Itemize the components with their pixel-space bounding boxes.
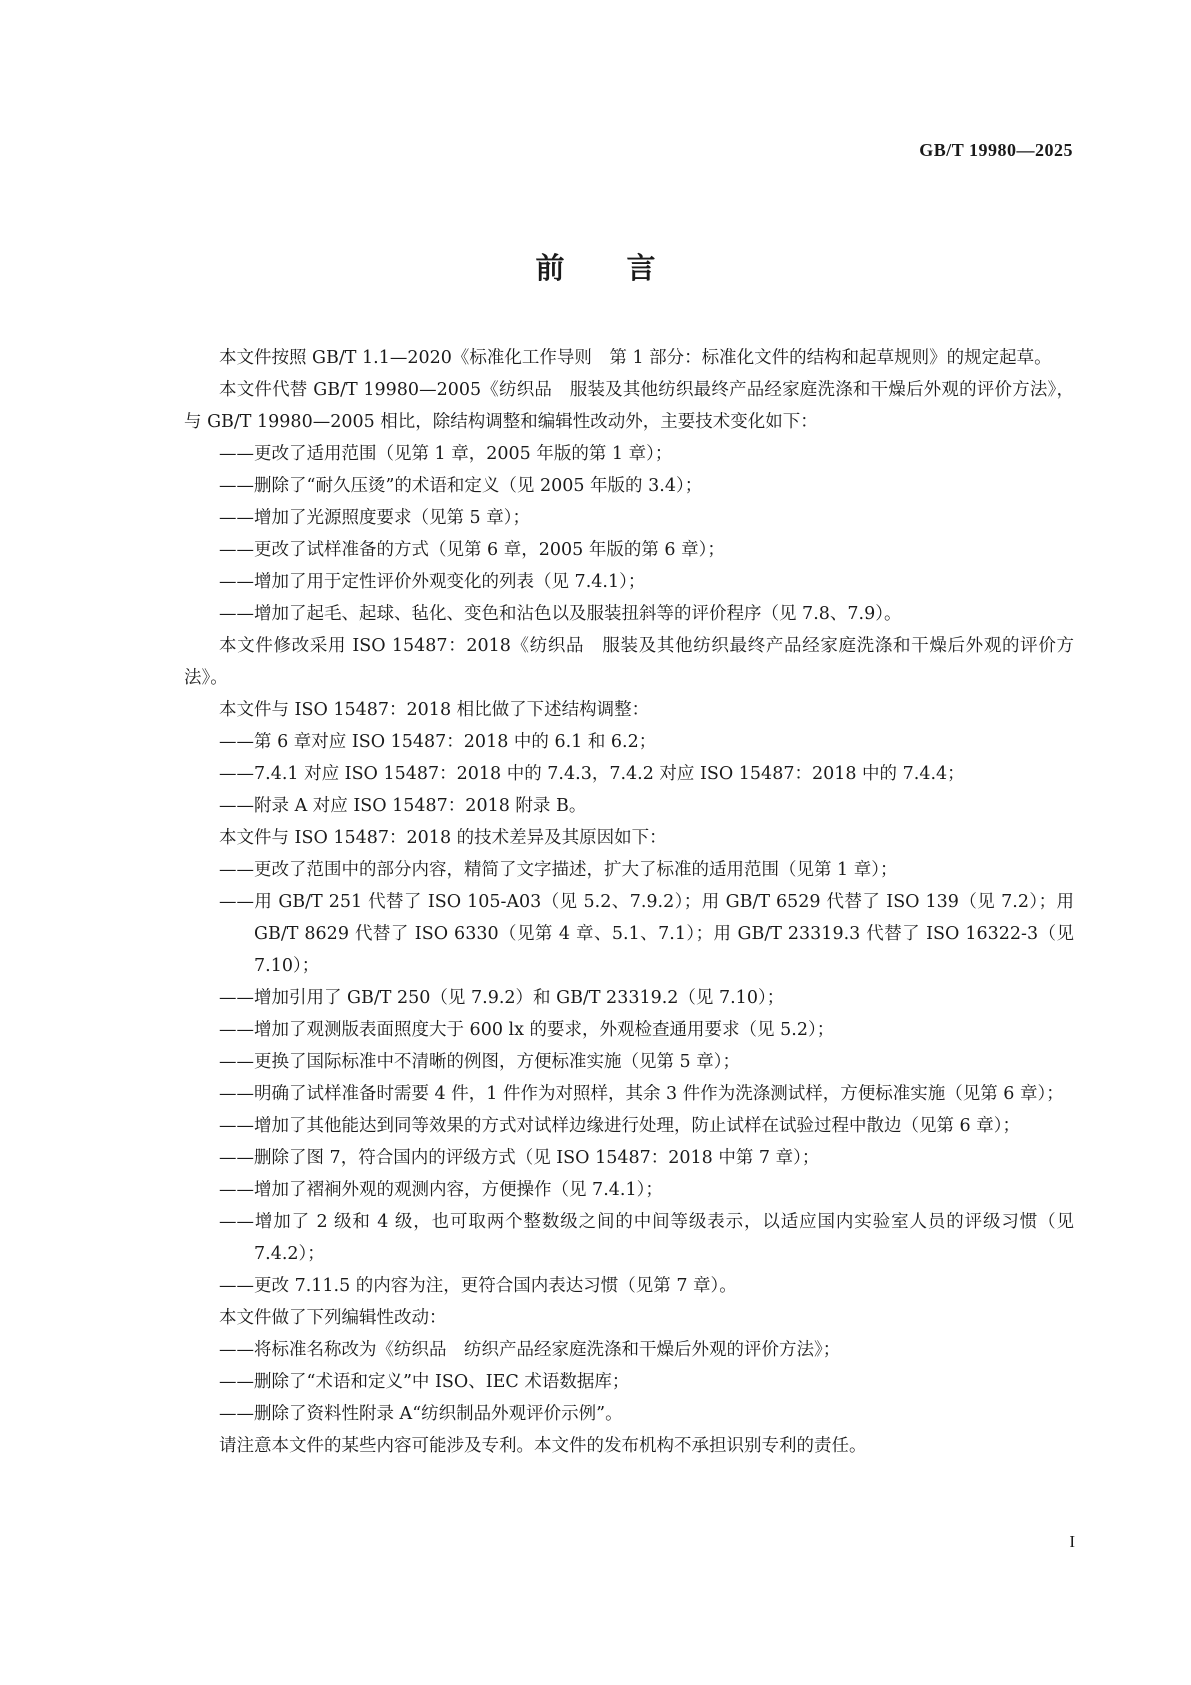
- list-item: ——增加了观测版表面照度大于 600 lx 的要求，外观检查通用要求（见 5.2）；: [219, 1020, 835, 1040]
- paragraph: 本文件做了下列编辑性改动：: [219, 1308, 447, 1328]
- list-item: ——明确了试样准备时需要 4 件，1 件作为对照样，其余 3 件作为洗涤测试样，方便标准实施（见第 6 章）；: [219, 1084, 1064, 1104]
- list-item: ——增加了 2 级和 4 级，也可取两个整数级之间的中间等级表示，以适应国内实验室人员的评级习惯（见 7.4.2）；: [219, 1212, 1074, 1264]
- list-item: ——7.4.1 对应 ISO 15487：2018 中的 7.4.3，7.4.2 对应 ISO 15487：2018 中的 7.4.4；: [219, 764, 965, 784]
- list-item: ——删除了资料性附录 A“纺织制品外观评价示例”。: [219, 1404, 623, 1424]
- list-item: ——删除了图 7，符合国内的评级方式（见 ISO 15487：2018 中第 7 章）；: [219, 1148, 820, 1168]
- list-item: ——增加了褶裥外观的观测内容，方便操作（见 7.4.1）；: [219, 1180, 663, 1200]
- paragraph: 本文件修改采用 ISO 15487：2018《纺织品 服装及其他纺织最终产品经家庭洗涤和干燥后外观的评价方法》。: [184, 636, 1074, 688]
- list-item: ——删除了“耐久压烫”的术语和定义（见 2005 年版的 3.4）；: [219, 476, 703, 496]
- list-item: ——增加了起毛、起球、毡化、变色和沾色以及服装扭斜等的评价程序（见 7.8、7.9）。: [219, 604, 902, 624]
- list-item: ——增加了其他能达到同等效果的方式对试样边缘进行处理，防止试样在试验过程中散边（见第 6 章）；: [219, 1116, 1021, 1136]
- list-item: ——第 6 章对应 ISO 15487：2018 中的 6.1 和 6.2；: [219, 732, 657, 752]
- paragraph: 本文件与 ISO 15487：2018 的技术差异及其原因如下：: [219, 828, 667, 848]
- list-item: ——更改 7.11.5 的内容为注，更符合国内表达习惯（见第 7 章）。: [219, 1276, 737, 1296]
- list-item: ——更改了适用范围（见第 1 章，2005 年版的第 1 章）；: [219, 444, 673, 464]
- paragraph: 本文件按照 GB/T 1.1—2020《标准化工作导则 第 1 部分：标准化文件的结构和起草规则》的规定起草。: [219, 348, 1052, 368]
- list-item: ——将标准名称改为《纺织品 纺织产品经家庭洗涤和干燥后外观的评价方法》；: [219, 1340, 841, 1360]
- list-item: ——增加了光源照度要求（见第 5 章）；: [219, 508, 531, 528]
- page-title: 前言: [535, 251, 718, 285]
- page-number: I: [1069, 1532, 1075, 1551]
- list-item: ——增加引用了 GB/T 250（见 7.9.2）和 GB/T 23319.2（见 7.10）；: [219, 988, 785, 1008]
- list-item: ——删除了“术语和定义”中 ISO、IEC 术语数据库；: [219, 1372, 630, 1392]
- list-item: ——更改了试样准备的方式（见第 6 章，2005 年版的第 6 章）；: [219, 540, 725, 560]
- list-item: ——用 GB/T 251 代替了 ISO 105-A03（见 5.2、7.9.2）；用 GB/T 6529 代替了 ISO 139（见 7.2）；用 GB/T 8629 代替了 ISO 6330（见第 4 章、5.1、7.1）；用 GB/T 23319.3 代替了 ISO 16322-3（见 7.10）；: [219, 892, 1074, 976]
- standard-number: GB/T 19980—2025: [919, 140, 1073, 160]
- list-item: ——更换了国际标准中不清晰的例图，方便标准实施（见第 5 章）；: [219, 1052, 741, 1072]
- paragraph: 本文件代替 GB/T 19980—2005《纺织品 服装及其他纺织最终产品经家庭洗涤和干燥后外观的评价方法》，与 GB/T 19980—2005 相比，除结构调整和编辑性改动外，主要技术变化如下：: [184, 380, 1074, 432]
- paragraph: 本文件与 ISO 15487：2018 相比做了下述结构调整：: [219, 700, 650, 720]
- paragraph: 请注意本文件的某些内容可能涉及专利。本文件的发布机构不承担识别专利的责任。: [219, 1436, 867, 1456]
- list-item: ——更改了范围中的部分内容，精简了文字描述，扩大了标准的适用范围（见第 1 章）；: [219, 860, 898, 880]
- list-item: ——附录 A 对应 ISO 15487：2018 附录 B。: [219, 796, 587, 816]
- preface-body: [184, 342, 1074, 1462]
- list-item: ——增加了用于定性评价外观变化的列表（见 7.4.1）；: [219, 572, 646, 592]
